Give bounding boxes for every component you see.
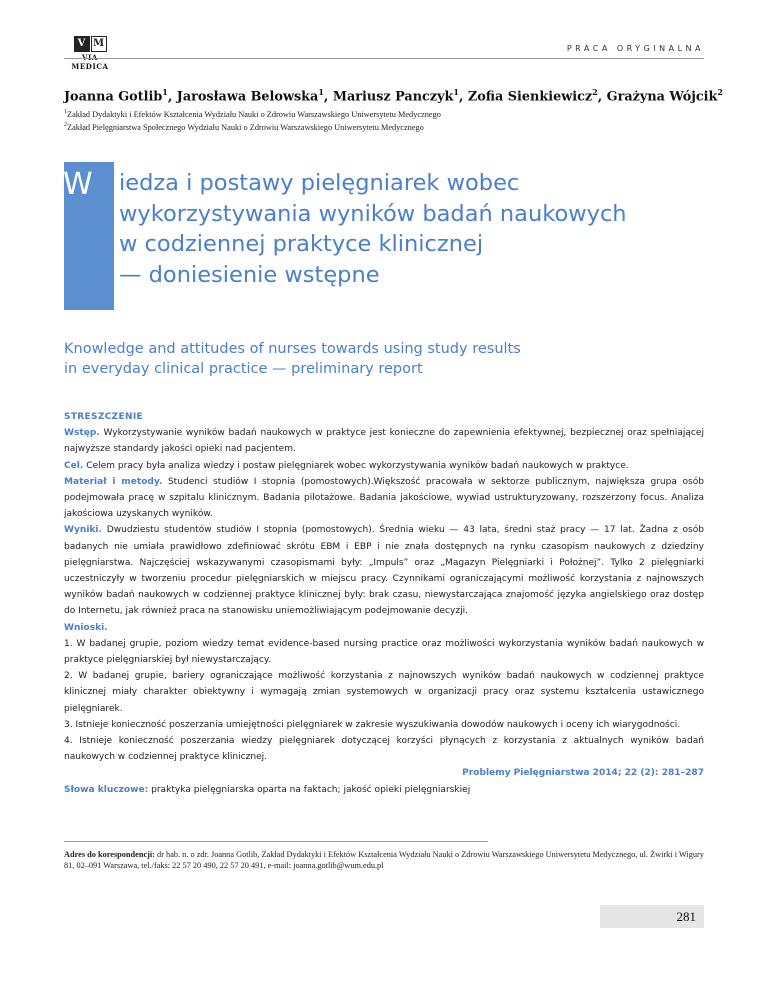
abstract-aim (64, 458, 704, 474)
logo-letter-v: V (74, 36, 90, 52)
title-dropcap: W (63, 167, 93, 202)
title-line: — doniesienie wstępne (119, 261, 380, 288)
section-label: PRACA ORYGINALNA (566, 44, 704, 53)
header-divider (64, 58, 704, 59)
author-affiliation-mark: 2 (717, 87, 723, 97)
author-name: Mariusz Panczyk (332, 89, 454, 105)
page-number: 281 (676, 909, 696, 924)
section-label-aim: Cel. (64, 460, 84, 471)
section-label-results: Wyniki. (64, 525, 102, 536)
conclusion-item: 1. W badanej grupie, poziom wiedzy temat evidence-based nursing practice oraz możliwości wykorzystania wyników badań naukowych w praktyce pielęgniarskiej był niewystarczający. (64, 638, 704, 666)
keywords-text: praktyka pielęgniarska oparta na faktach; jakość opieki pielęgniarskiej (148, 784, 471, 795)
aim-text: Celem pracy była analiza wiedzy i postaw pielęgniarek wobec wykorzystywania wyników badań naukowych w praktyce. (83, 460, 629, 471)
author-affiliation-mark: 1 (453, 87, 459, 97)
publisher-logo (64, 36, 116, 71)
affiliation-mark: 2 (64, 121, 67, 128)
author-name: Zofia Sienkiewicz (467, 89, 593, 105)
section-label-methods: Materiał i metody. (64, 476, 163, 487)
keywords (64, 782, 704, 798)
affiliation-text: Zakład Pielęgniarstwa Społecznego Wydziału Nauki o Zdrowiu Warszawskiego Uniwersytetu Medycznego (67, 122, 424, 132)
conclusion-item: 2. W badanej grupie, bariery ograniczające możliwość korzystania z najnowszych wyników badań naukowych w codziennej praktyce klinicznej miały charakter obiektywny i wymagają zmian systemowych w organizacji pracy oraz systemu kształcenia ustawicznego pielęgniarek. (64, 671, 704, 714)
results-text: Dwudziestu studentów studiów I stopnia (pomostowych). Średnia wieku — 43 lata, średni staż pracy — 17 lat. Żadna z osób badanych nie umiała prawidłowo zdefiniować skrótu EBM i EBP i nie znała dostępnych na rynku czasopism naukowych z dziedziny pielęgniarstwa. Najczęściej wskazywanymi czasopismami były: „Impuls” oraz „Magazyn Pielęgniarki i Położnej”. Tylko 2 pielęgniarki uczestniczyły w tworzeniu procedur pielęgniarskich w miejscu pracy. Czynnikami ograniczającymi możliwość korzystania z najnowszych wyników badań naukowych w codziennej praktyce klinicznej były: brak czasu, niewystarczająca znajomość języka angielskiego oraz dostęp do Internetu, jak również praca na stanowisku uniemożliwiającym podejmowanie decyzji. (64, 525, 704, 617)
author-affiliation-mark: 1 (162, 87, 168, 97)
logo-letter-m: M (91, 36, 107, 52)
affiliations (64, 107, 724, 133)
conclusion-item: 4. Istnieje konieczność poszerzania wiedzy pielęgniarek dotyczącej korzyści płynących z korzystania z aktualnych wyników badań naukowych w codziennej praktyce klinicznej. (64, 736, 704, 763)
footnote-divider (64, 841, 488, 842)
abstract (64, 409, 704, 798)
abstract-methods (64, 474, 704, 523)
affiliation-text: Zakład Dydaktyki i Efektów Kształcenia Wydziału Nauki o Zdrowiu Warszawskiego Uniwersytetu Medycznego (67, 109, 441, 119)
methods-text: Studenci studiów I stopnia (pomostowych).Większość pracowała w sektorze publicznym, największa grupa osób podejmowała pracę w szpitalu klinicznym. Badania pilotażowe. Badania jakościowe, wywiad ustrukturyzowany, rozszerzony focus. Analiza jakościowa uzyskanych wyników. (64, 476, 705, 520)
abstract-heading: STRESZCZENIE (64, 412, 144, 422)
keywords-label: Słowa kluczowe: (64, 784, 149, 795)
correspondence-text: dr hab. n. o zdr. Joanna Gotlib, Zakład Dydaktyki i Efektów Kształcenia Wydziału Nauki o Zdrowiu Warszawskiego Uniwersytetu Medycznego, ul. Żwirki i Wigury 81, 02–091 Warszawa, tel./faks: 22 57 20 490, 22 57 20 491, e-mail: joanna.gotlib@wum.edu.pl (64, 850, 704, 870)
author-name: Grażyna Wójcik (606, 89, 718, 105)
author-affiliation-mark: 2 (592, 87, 598, 97)
correspondence-label: Adres do korespondencji: (64, 850, 155, 859)
section-label-conclusions: Wnioski. (64, 622, 108, 633)
section-label-introduction: Wstęp. (64, 428, 100, 439)
author-name: Jarosława Belowska (176, 89, 319, 105)
english-title-line: in everyday clinical practice — preliminary report (64, 361, 423, 377)
english-title (64, 339, 704, 379)
publisher-name: VIA MEDICA (71, 53, 109, 71)
affiliation-item (64, 120, 724, 133)
author-name: Joanna Gotlib (64, 89, 163, 105)
correspondence-address (64, 849, 714, 871)
author-list: Joanna Gotlib$^1$, Jarosława Belowska$^1$, Mariusz Panczyk$^1$, Zofia Sienkiewicz$^2$, Grażyna Wójcik$^2$ (64, 87, 723, 105)
abstract-introduction (64, 425, 704, 457)
title-line: iedza i postawy pielęgniarek wobec (119, 170, 520, 196)
introduction-text: Wykorzystywanie wyników badań naukowych w praktyce jest konieczne do zapewnienia efektywnej, bezpiecznej oraz spełniającej najwyższe standardy jakości opieki nad pacjentem. (64, 428, 704, 455)
affiliation-item (64, 107, 724, 120)
conclusion-item: 3. Istnieje konieczność poszerzania umiejętności pielęgniarek w zakresie wyszukiwania dowodów naukowych i oceny ich wiarygodności. (64, 719, 681, 730)
title-line: w codziennej praktyce klinicznej (119, 231, 484, 257)
abstract-results (64, 522, 704, 619)
english-title-line: Knowledge and attitudes of nurses towards using study results (64, 341, 521, 357)
author-affiliation-mark: 1 (318, 87, 324, 97)
page-number-box (600, 905, 704, 928)
affiliation-mark: 1 (64, 109, 67, 115)
title-line: wykorzystywania wyników badań naukowych (119, 200, 627, 227)
journal-citation: Problemy Pielęgniarstwa 2014; 22 (2): 281–287 (462, 768, 704, 779)
article-title (119, 168, 739, 290)
